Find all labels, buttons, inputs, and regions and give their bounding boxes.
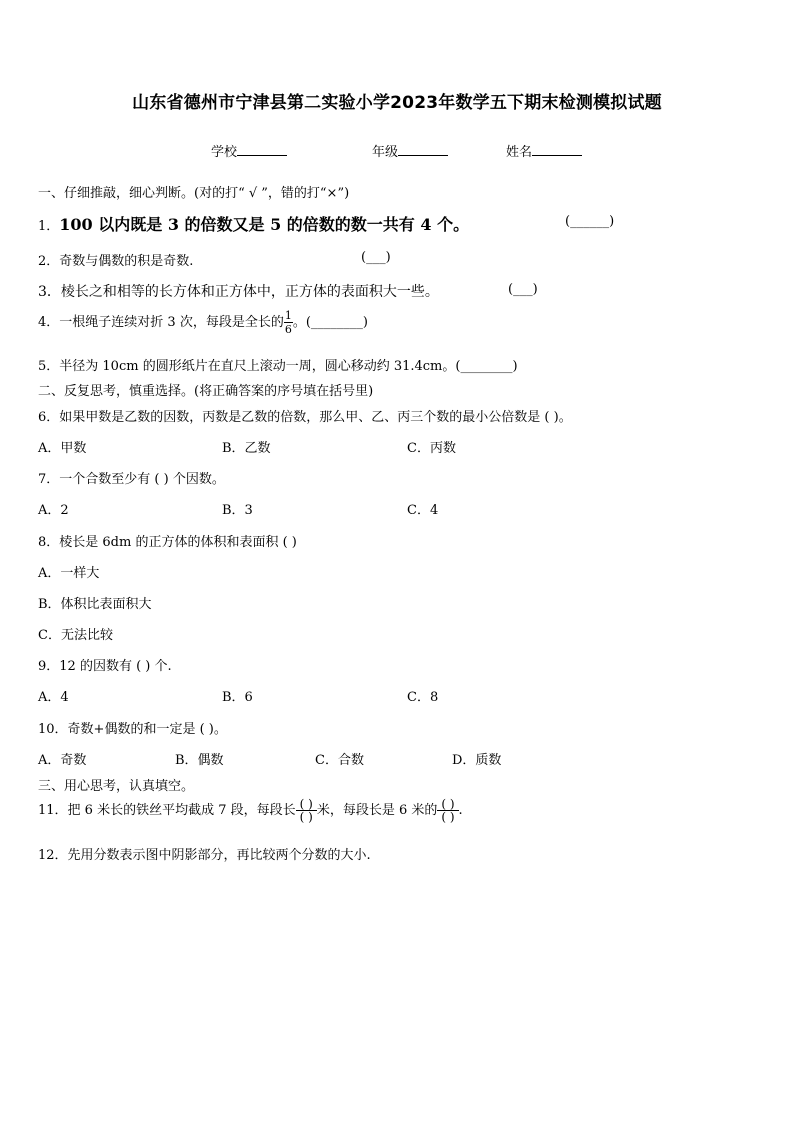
question-number: 1． [38, 219, 60, 234]
question-3 [38, 281, 439, 301]
option-b[interactable]: B．乙数 [222, 441, 271, 456]
question-number: 6． [38, 410, 60, 425]
question-number: 12． [38, 848, 68, 863]
grade-underline[interactable] [398, 143, 448, 156]
question-number: 3． [38, 284, 61, 300]
question-text: 半径为 10cm 的圆形纸片在直尺上滚动一周，圆心移动约 31.4cm。(________) [59, 359, 518, 374]
option-c[interactable]: C．4 [407, 503, 439, 518]
question-text: 一根绳子连续对折 3 次，每段是全长的 [59, 315, 284, 330]
option-b[interactable]: B．偶数 [175, 753, 224, 768]
answer-blank[interactable]: 。(________) [292, 315, 368, 330]
question-text: 棱长是 6dm 的正方体的体积和表面积 ( ) [59, 535, 297, 550]
question-text: 100 以内既是 3 的倍数又是 5 的倍数的数一共有 4 个。 [59, 215, 470, 234]
question-text: 12 的因数有 ( ) 个. [59, 659, 172, 674]
option-a[interactable]: A．甲数 [38, 441, 87, 456]
section-1-heading: 一、仔细推敲，细心判断。(对的打“ √ ”，错的打“×”) [38, 186, 350, 201]
option-a[interactable]: A．4 [38, 690, 69, 705]
question-6 [38, 406, 572, 425]
option-a[interactable]: A．2 [38, 503, 69, 518]
option-b[interactable]: B．3 [222, 503, 253, 518]
question-number: 10． [38, 722, 68, 737]
question-12 [38, 844, 371, 863]
option-c[interactable]: C．8 [407, 690, 439, 705]
question-number: 4． [38, 315, 60, 330]
question-text: 一个合数至少有 ( ) 个因数。 [59, 472, 225, 487]
answer-blank[interactable]: (___) [508, 282, 538, 297]
option-a[interactable]: A．奇数 [38, 753, 87, 768]
question-11 [38, 798, 463, 823]
question-number: 7． [38, 472, 60, 487]
option-c[interactable]: C．无法比较 [38, 628, 113, 643]
name-field[interactable] [506, 141, 582, 160]
section-2-heading: 二、反复思考，慎重选择。(将正确答案的序号填在括号里) [38, 384, 374, 399]
page-title: 山东省德州市宁津县第二实验小学2023年数学五下期末检测模拟试题 [132, 93, 662, 113]
question-text: 先用分数表示图中阴影部分，再比较两个分数的大小. [67, 848, 371, 863]
option-c[interactable]: C．合数 [315, 753, 364, 768]
question-8 [38, 531, 297, 550]
question-text: 把 6 米长的铁丝平均截成 7 段，每段长 [67, 803, 296, 818]
question-number: 9． [38, 659, 60, 674]
option-a[interactable]: A．一样大 [38, 566, 100, 581]
question-4 [38, 310, 368, 335]
question-number: 2． [38, 254, 60, 269]
question-text: . [458, 803, 463, 818]
name-underline[interactable] [532, 143, 582, 156]
question-number: 5． [38, 359, 60, 374]
question-text: 米，每段长是 6 米的 [316, 803, 438, 818]
option-c[interactable]: C．丙数 [407, 441, 456, 456]
fraction-blank[interactable]: $\frac{( )}{( )}$ [296, 798, 317, 823]
question-text: 棱长之和相等的长方体和正方体中，正方体的表面积大一些。 [60, 284, 439, 300]
school-underline[interactable] [237, 143, 287, 156]
question-2 [38, 250, 193, 269]
question-10 [38, 718, 227, 737]
question-number: 11． [38, 803, 68, 818]
grade-label: 年级 [372, 145, 399, 160]
option-d[interactable]: D．质数 [452, 753, 502, 768]
question-5 [38, 355, 518, 374]
question-7 [38, 468, 225, 487]
section-3-heading: 三、用心思考，认真填空。 [38, 779, 195, 794]
option-b[interactable]: B．体积比表面积大 [38, 597, 152, 612]
name-label: 姓名 [506, 145, 533, 160]
option-b[interactable]: B．6 [222, 690, 253, 705]
question-9 [38, 655, 172, 674]
school-field[interactable] [211, 141, 287, 160]
fraction: $\frac{1}{6}$ [284, 309, 292, 336]
question-number: 8． [38, 535, 60, 550]
answer-blank[interactable]: (______) [565, 214, 615, 229]
answer-blank[interactable]: (___) [361, 250, 391, 265]
question-1 [38, 212, 469, 235]
fraction-blank[interactable]: $\frac{( )}{( )}$ [437, 798, 458, 823]
question-text: 如果甲数是乙数的因数，丙数是乙数的倍数，那么甲、乙、丙三个数的最小公倍数是 ( )。 [59, 410, 572, 425]
grade-field[interactable] [372, 141, 448, 160]
question-text: 奇数与偶数的积是奇数. [59, 254, 194, 269]
question-text: 奇数+偶数的和一定是 ( )。 [67, 722, 227, 737]
school-label: 学校 [211, 145, 238, 160]
